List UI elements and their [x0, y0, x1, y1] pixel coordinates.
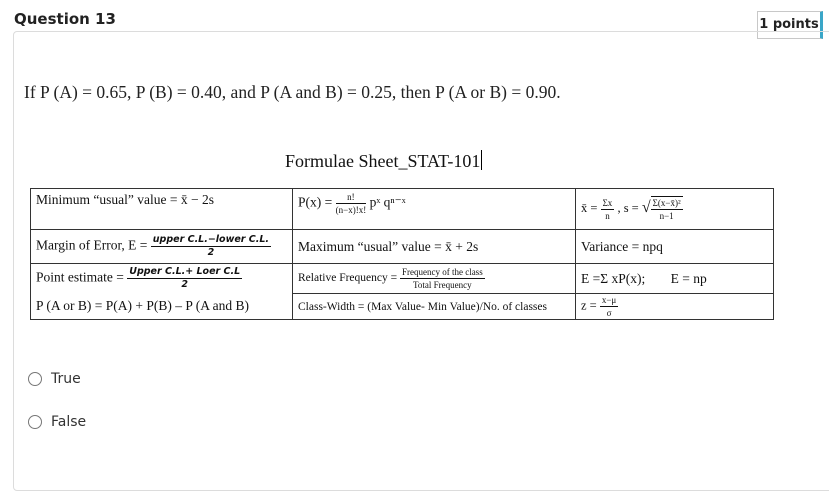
sd-fraction: [651, 196, 683, 222]
radio-false[interactable]: [28, 415, 42, 429]
question-title: Question 13: [14, 10, 116, 28]
margin-num: upper C.L.−lower C.L.: [152, 234, 270, 245]
option-false[interactable]: [28, 414, 86, 430]
formula-class-width: Class-Width = (Max Value- Min Value)/No. of classes: [293, 294, 576, 320]
sd-num: Σ(x−x̄)²: [652, 198, 681, 208]
points-badge: 1 points: [757, 11, 823, 39]
formula-row: [31, 189, 774, 230]
formula-max-usual: Maximum “usual” value = x̄ + 2s: [293, 230, 576, 264]
sd-den: n−1: [659, 211, 674, 221]
mean-den: n: [605, 210, 610, 221]
formula-expected-value: [576, 264, 774, 294]
formula-binomial: [293, 189, 576, 230]
option-true-label[interactable]: True: [51, 371, 81, 387]
formula-mean-sd: [576, 189, 774, 230]
margin-lhs: Margin of Error, E =: [36, 237, 148, 253]
formula-variance: Variance = npq: [576, 230, 774, 264]
mean-num: Σx: [602, 197, 613, 208]
relfreq-fraction: [400, 266, 485, 291]
relfreq-num: Frequency of the class: [401, 267, 483, 277]
margin-fraction: [151, 234, 271, 259]
expected-a: E =Σ xP(x);: [581, 270, 646, 286]
z-lhs: z =: [581, 298, 597, 313]
radio-true[interactable]: [28, 372, 42, 386]
formula-row: [31, 230, 774, 264]
formula-addition-rule: P (A or B) = P(A) + P(B) – P (A and B): [31, 294, 293, 320]
formula-z-score: [576, 294, 774, 320]
formula-point-estimate: [31, 264, 293, 294]
text-caret: [481, 150, 482, 170]
margin-den: 2: [207, 247, 215, 258]
formula-row: [31, 264, 774, 294]
binomial-den: (n−x)!x!: [335, 205, 367, 215]
binomial-rhs: pˣ qⁿ⁻ˣ: [369, 194, 406, 210]
z-num: x−μ: [601, 295, 617, 305]
option-true[interactable]: [28, 371, 81, 387]
expected-b: E = np: [670, 270, 707, 286]
formula-margin-error: [31, 230, 293, 264]
formula-relative-frequency: [293, 264, 576, 294]
formula-row: [31, 294, 774, 320]
formula-sheet-title-text: Formulae Sheet_STAT-101: [285, 151, 481, 171]
mean-lhs: x̄ =: [581, 200, 598, 215]
binomial-lhs: P(x) =: [298, 194, 333, 210]
point-num: Upper C.L.+ Loer C.L: [129, 266, 241, 278]
point-fraction: [127, 266, 242, 291]
sd-lhs: , s =: [617, 200, 639, 215]
binomial-num: n!: [336, 191, 367, 204]
formula-min-usual: Minimum “usual” value = x̄ − 2s: [31, 189, 293, 230]
question-text: If P (A) = 0.65, P (B) = 0.40, and P (A and B) = 0.25, then P (A or B) = 0.90.: [24, 82, 561, 102]
formula-table: [30, 188, 774, 320]
point-lhs: Point estimate =: [36, 269, 124, 285]
mean-fraction: [601, 197, 615, 222]
z-fraction: [600, 294, 618, 319]
binomial-fraction: [336, 191, 367, 216]
relfreq-lhs: Relative Frequency =: [298, 272, 398, 285]
z-den: σ: [606, 308, 612, 318]
formula-sheet-title: [285, 150, 482, 172]
relfreq-den: Total Frequency: [413, 280, 472, 290]
point-den: 2: [181, 279, 188, 291]
sqrt-icon: √: [641, 198, 651, 216]
option-false-label[interactable]: False: [51, 414, 87, 430]
